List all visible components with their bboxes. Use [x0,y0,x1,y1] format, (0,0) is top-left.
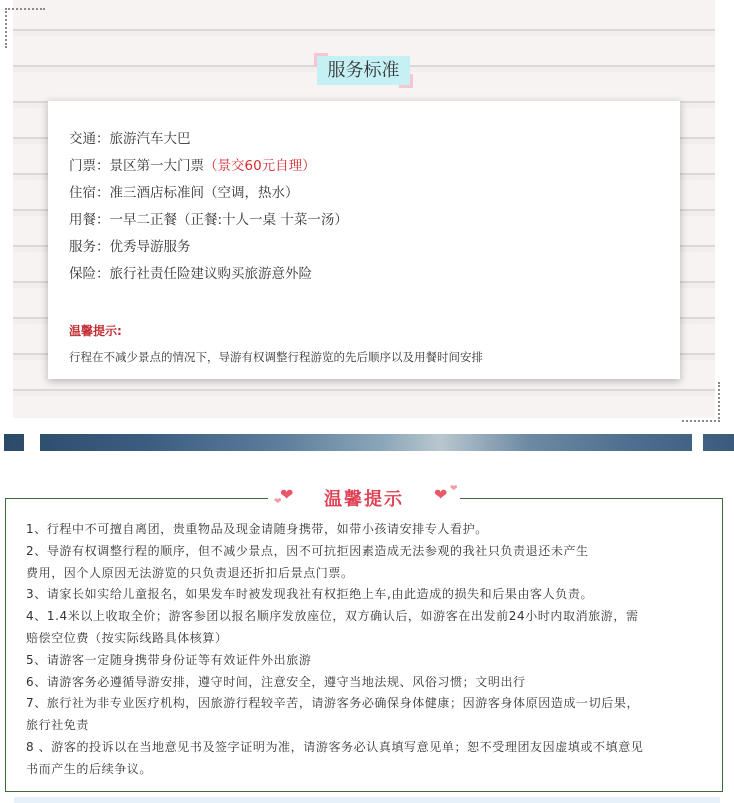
service-item-value: 优秀导游服务 [109,239,191,255]
dotted-corner-decoration [682,382,720,422]
photo-border [0,434,4,451]
reminder-line: 7、旅行社为非专业医疗机构，因旅游行程较辛苦，请游客务必确保身体健康；因游客身体原因造成一切后果， [26,696,640,711]
reminder-line: 8 、游客的投诉以在当地意见书及签字证明为准，请游客务必认真填写意见单；恕不受理团友因虚填或不填意见 [26,739,644,754]
service-item-label: 服务： [69,239,110,255]
service-item-service [69,234,348,261]
service-item-meals [69,207,348,234]
service-item-label: 交通： [69,131,110,147]
service-tip-text: 行程在不减少景点的情况下，导游有权调整行程游览的先后顺序以及用餐时间安排 [69,350,483,364]
service-item-insurance [69,261,348,288]
service-item-value: 准三酒店标准间（空调，热水） [109,185,299,201]
reminder-line: 1、行程中不可擅自离团，贵重物品及现金请随身携带，如带小孩请安排专人看护。 [26,522,488,536]
reminder-line: 旅行社免责 [26,718,90,733]
service-title: 服务标准 [317,56,410,85]
bottom-band [14,797,720,803]
dotted-corner-decoration [5,8,45,48]
heart-icon: ❤ [434,485,448,504]
heart-icon: ❤ [450,484,458,494]
reminder-line: 3、请家长如实给儿童报名，如果发车时被发现我社有权拒绝上车,由此造成的损失和后果由客人负责。 [26,587,594,602]
service-title-badge [314,53,413,88]
service-card [48,101,680,379]
photo-border [692,434,703,451]
service-item-value: 旅游汽车大巴 [109,131,191,147]
service-item-label: 住宿： [69,185,110,201]
reminder-body [26,519,706,781]
service-item-label: 门票： [69,158,110,174]
service-item-lodging [69,180,348,207]
reminder-line: 6、请游客务必遵循导游安排，遵守时间，注意安全，遵守当地法规、风俗习惯；文明出行 [26,674,526,689]
service-item-value: 旅行社责任险建议购买旅游意外险 [109,266,312,282]
reminder-line: 费用，因个人原因无法游览的只负责退还折扣后景点门票。 [26,565,354,580]
service-item-label: 保险： [69,266,110,282]
scenic-photo-strip [0,434,734,451]
heart-icon: ❤ [274,497,282,507]
service-item-value: 景区第一大门票 [109,158,204,174]
service-item-label: 用餐： [69,212,110,228]
service-item-value: 一早二正餐（正餐:十人一桌 十菜一汤） [109,212,348,228]
service-tip-label: 温馨提示: [69,324,122,338]
service-item-transport [69,126,348,153]
reminder-header [268,483,460,513]
reminder-line: 书而产生的后续争议。 [26,761,153,776]
reminder-line: 赔偿空位费（按实际线路具体核算） [26,630,228,645]
reminder-line: 5、请游客一定随身携带身份证等有效证件外出旅游 [26,652,312,667]
service-list [69,126,348,288]
heart-icon: ❤ [280,485,294,504]
reminder-line: 4、1.4米以上收取全价；游客参团以报名顺序发放座位，双方确认后，如游客在出发前24小时内取消旅游，需 [26,609,639,624]
reminder-title: 温馨提示 [324,489,404,510]
photo-border [24,434,40,451]
reminder-line: 2、导游有权调整行程的顺序，但不减少景点，因不可抗拒因素造成无法参观的我社只负责退还未产生 [26,543,589,558]
service-item-ticket [69,153,348,180]
service-item-note: （景交60元自理） [204,158,316,174]
